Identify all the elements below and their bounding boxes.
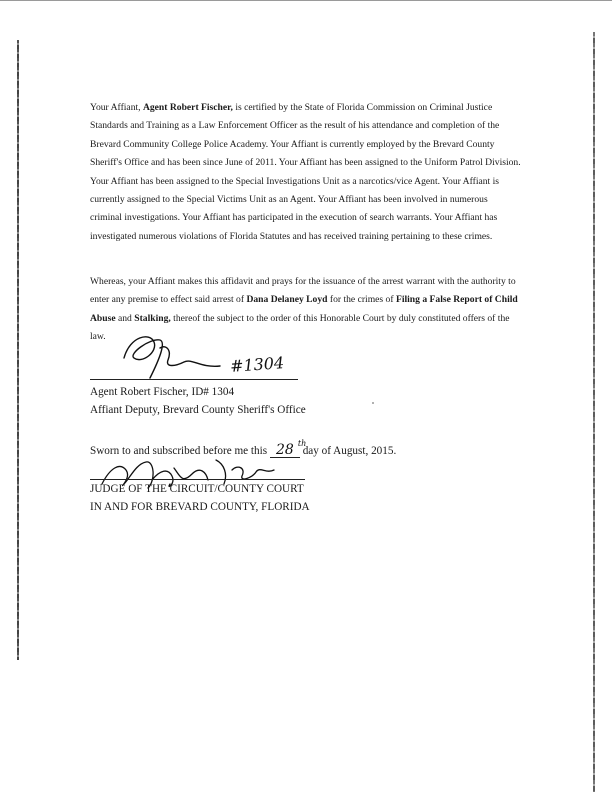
sworn-text-b: day of August, 2015.: [299, 445, 397, 457]
affiant-name-line: Agent Robert Fischer, ID# 1304: [90, 386, 235, 398]
affiant-handwritten-id: #1304: [229, 353, 285, 376]
scan-edge-left: [17, 40, 19, 660]
subject-name-bold: Dana Delaney Loyd: [246, 294, 328, 306]
day-handwritten: 28: [275, 442, 294, 458]
scan-speck: [372, 402, 374, 404]
judge-title-line-1: JUDGE OF THE CIRCUIT/COUNTY COURT: [90, 483, 304, 495]
crime-1-bold: Filing a False Report of Child Abuse: [90, 294, 518, 324]
affiant-signature-line: [90, 379, 298, 380]
para2-text-b: for the crimes of: [327, 294, 396, 306]
para2-text-a: Whereas, your Affiant makes this affidavit and prays for the issuance of the arrest warrant with the authority to enter any premise to effect said arrest of: [90, 276, 516, 306]
sworn-text-a: Sworn to and subscribed before me this: [90, 445, 270, 457]
scan-edge-top: [0, 0, 612, 1]
para1-intro: Your Affiant,: [90, 102, 143, 113]
day-suffix-handwritten: th: [297, 439, 307, 448]
affiant-qualifications-paragraph: [90, 99, 522, 246]
para2-text-c: and: [115, 312, 135, 324]
scan-edge-right: [593, 32, 595, 792]
para1-body: is certified by the State of Florida Commission on Criminal Justice Standards and Training as a Law Enforcement Officer as the result of his attendance and completion of the Brevard Community College Police Academy. Your Affiant is currently employed by the Brevard County Sheriff's Office and has been since June of 2011. Your Affiant has been assigned to the Uniform Patrol Division. Your Affiant has been assigned to the Special Investigations Unit as a narcotics/vice Agent. Your Affiant is currently assigned to the Special Victims Unit as an Agent. Your Affiant has been involved in numerous criminal investigations. Your Affiant has participated in the execution of search warrants. Your Affiant has investigated numerous violations of Florida Statutes and has received training pertaining to these crimes.: [90, 102, 521, 242]
affiant-signature-scribble: [120, 328, 230, 383]
judge-title-line-2: IN AND FOR BREVARD COUNTY, FLORIDA: [90, 501, 310, 513]
crime-2-bold: Stalking,: [134, 312, 171, 324]
para2-text-d: thereof the subject to the order of this Honorable Court by duly constituted offers of the law.: [90, 312, 510, 343]
affiant-title-line: Affiant Deputy, Brevard County Sheriff's Office: [90, 404, 306, 416]
affiant-name-bold: Agent Robert Fischer,: [142, 102, 233, 113]
judge-signature-line: [90, 479, 305, 480]
